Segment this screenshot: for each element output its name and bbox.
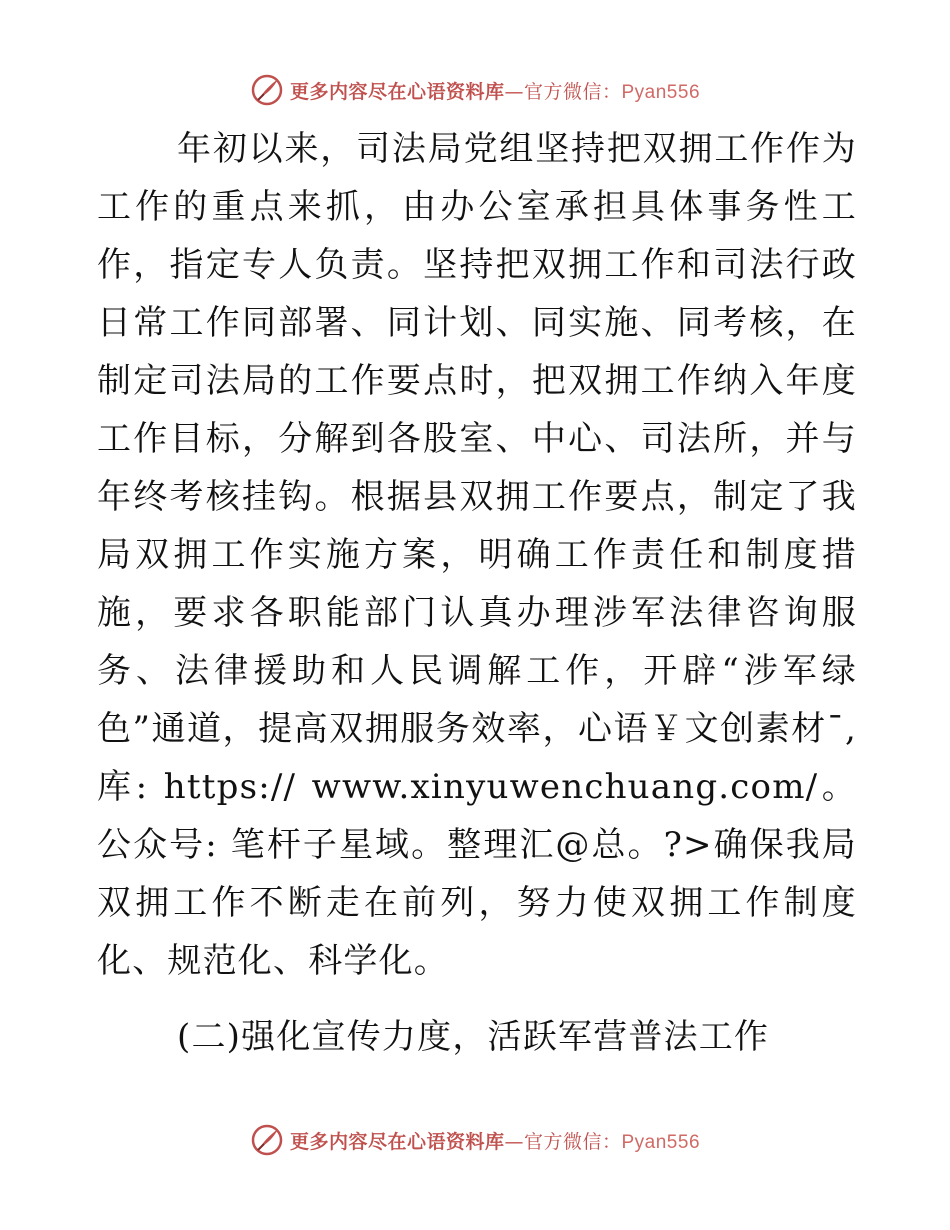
watermark-wechat-id: Pyan556 [621, 81, 701, 103]
watermark-wechat-label: 官方微信： [523, 1130, 622, 1153]
watermark-wechat-id: Pyan556 [621, 1131, 701, 1153]
footer-watermark [0, 1120, 950, 1160]
watermark-separator: — [504, 80, 524, 103]
watermark-wechat-label: 官方微信： [523, 80, 622, 103]
watermark-separator: — [504, 1130, 524, 1153]
watermark-main: 更多内容尽在心语资料库 [289, 80, 505, 103]
watermark-main: 更多内容尽在心语资料库 [289, 1130, 505, 1153]
section-heading: (二)强化宣传力度，活跃军营普法工作 [177, 1017, 770, 1057]
header-watermark [0, 70, 950, 110]
quill-logo-icon [250, 73, 284, 107]
quill-logo-icon [250, 1123, 284, 1157]
watermark-text [290, 77, 700, 104]
body-paragraph: 年初以来，司法局党组坚持把双拥工作作为工作的重点来抓，由办公室承担具体事务性工作，指定专人负责。坚持把双拥工作和司法行政日常工作同部署、同计划、同实施、同考核，在制定司法局的工作要点时，把双拥工作纳入年度工作目标，分解到各股室、中心、司法所，并与年终考核挂钩。根据县双拥工作要点，制定了我局双拥工作实施方案，明确工作责任和制度措施，要求各职能部门认真办理涉军法律咨询服务、法律援助和人民调解工作，开辟“涉军绿色”通道，提高双拥服务效率，心语￥文创素材¯,库: https:// www.xinyuwenchuang.com/。公众号: 笔杆子星域。整理汇@总。?>确保我局双拥工作不断走在前列，努力使双拥工作制度化、规范化、科学化。 [97, 129, 857, 981]
document-body [97, 120, 857, 1066]
watermark-text [290, 1127, 700, 1154]
